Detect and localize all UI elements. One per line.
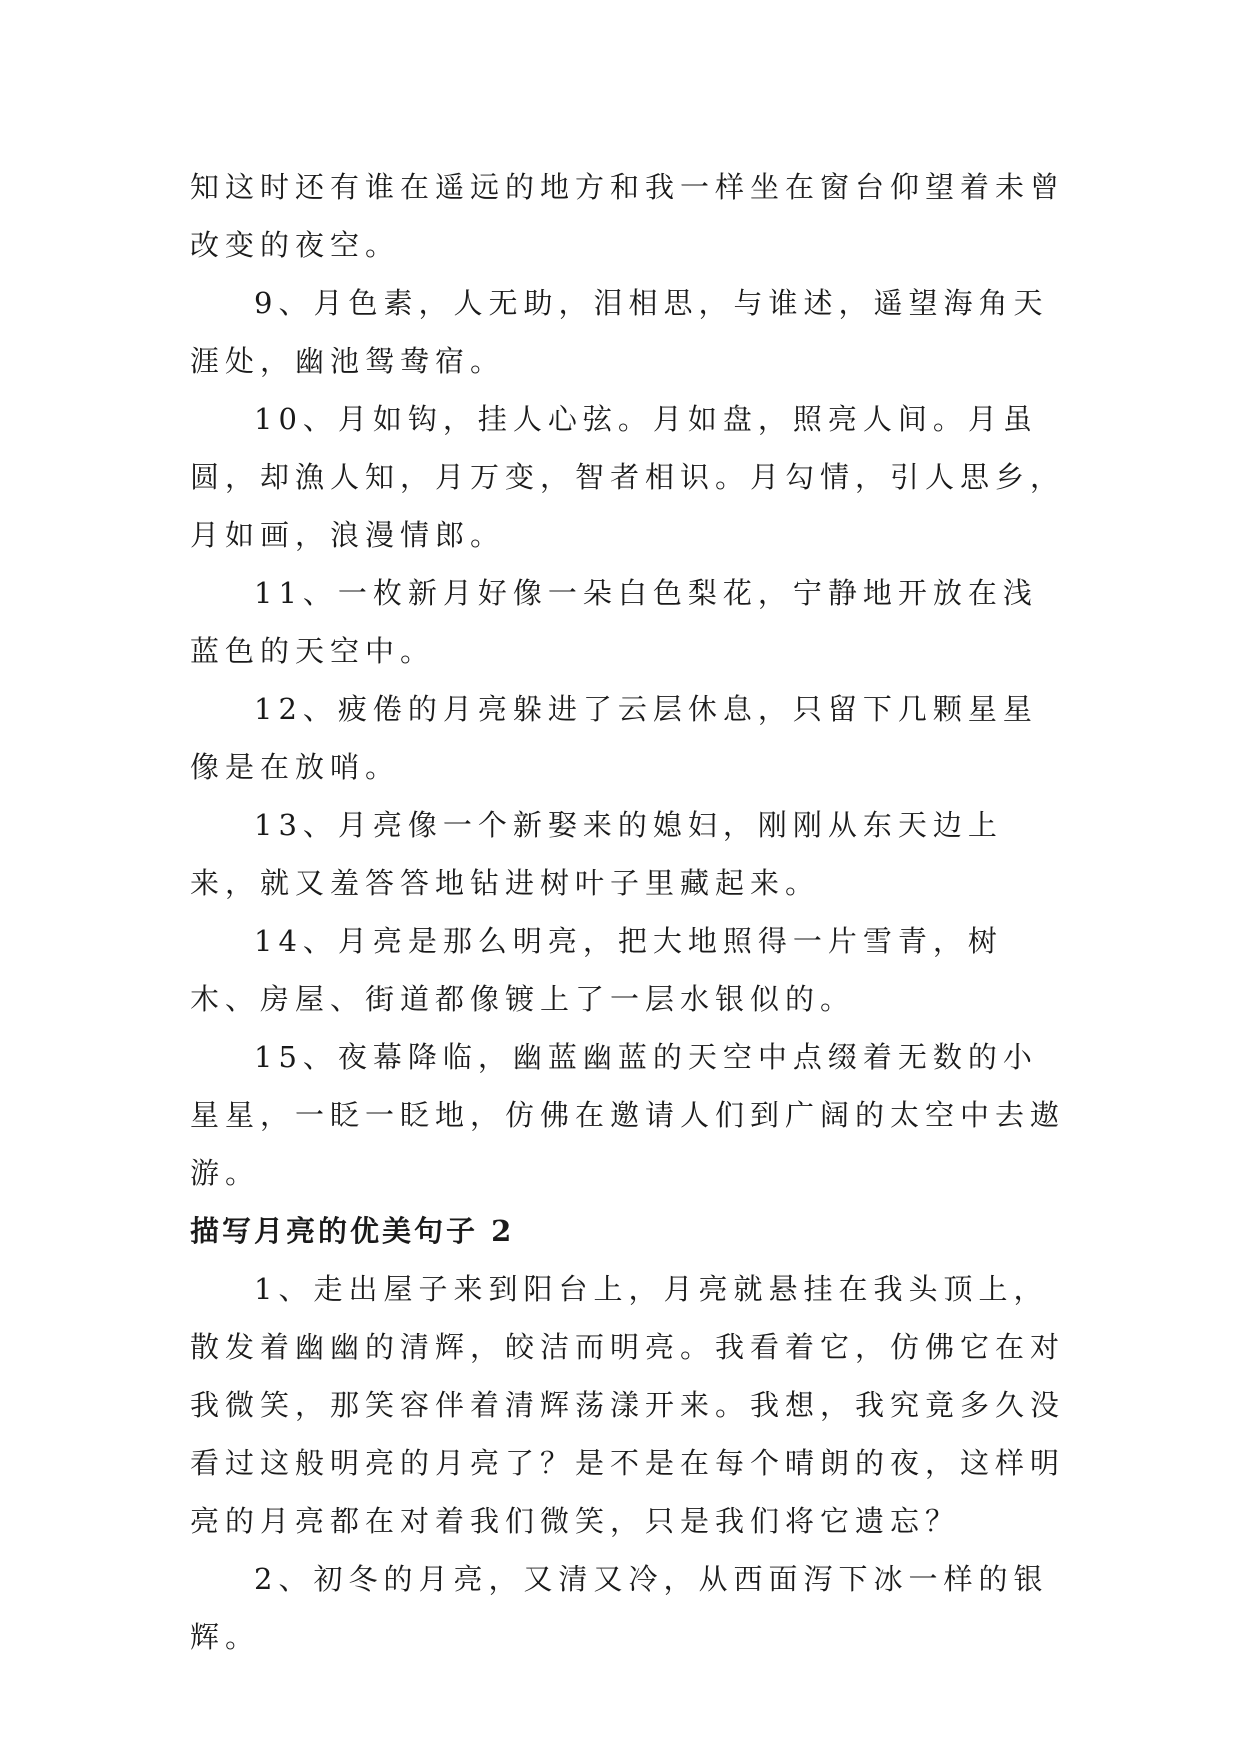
section-heading: 描写月亮的优美句子 2 — [190, 1214, 515, 1248]
paragraph: 10、月如钩，挂人心弦。月如盘，照亮人间。月虽圆，却漁人知，月万变，智者相识。月勾情，引人思乡，月如画，浪漫情郎。 — [190, 402, 1066, 552]
paragraph: 1、走出屋子来到阳台上，月亮就悬挂在我头顶上，散发着幽幽的清辉，皎洁而明亮。我看着它，仿佛它在对我微笑，那笑容伴着清辉荡漾开来。我想，我究竟多久没看过这般明亮的月亮了？是不是在每个晴朗的夜，这样明亮的月亮都在对着我们微笑，只是我们将它遗忘？ — [190, 1272, 1066, 1538]
paragraph: 9、月色素，人无助，泪相思，与谁述，遥望海角天涯处，幽池鸳鸯宿。 — [190, 286, 1049, 378]
paragraph: 15、夜幕降临，幽蓝幽蓝的天空中点缀着无数的小星星，一眨一眨地，仿佛在邀请人们到广阔的太空中去遨游。 — [190, 1040, 1066, 1190]
paragraph: 知这时还有谁在遥远的地方和我一样坐在窗台仰望着未曾改变的夜空。 — [190, 170, 1066, 262]
paragraph: 12、疲倦的月亮躲进了云层休息，只留下几颗星星像是在放哨。 — [190, 692, 1038, 784]
paragraph: 13、月亮像一个新娶来的媳妇，刚刚从东天边上来，就又羞答答地钻进树叶子里藏起来。 — [190, 808, 1003, 900]
paragraph: 14、月亮是那么明亮，把大地照得一片雪青，树木、房屋、街道都像镀上了一层水银似的。 — [190, 924, 1003, 1016]
paragraph: 2、初冬的月亮，又清又冷，从西面泻下冰一样的银辉。 — [190, 1562, 1049, 1654]
document-body — [190, 158, 1070, 1666]
paragraph: 11、一枚新月好像一朵白色梨花，宁静地开放在浅蓝色的天空中。 — [190, 576, 1038, 668]
